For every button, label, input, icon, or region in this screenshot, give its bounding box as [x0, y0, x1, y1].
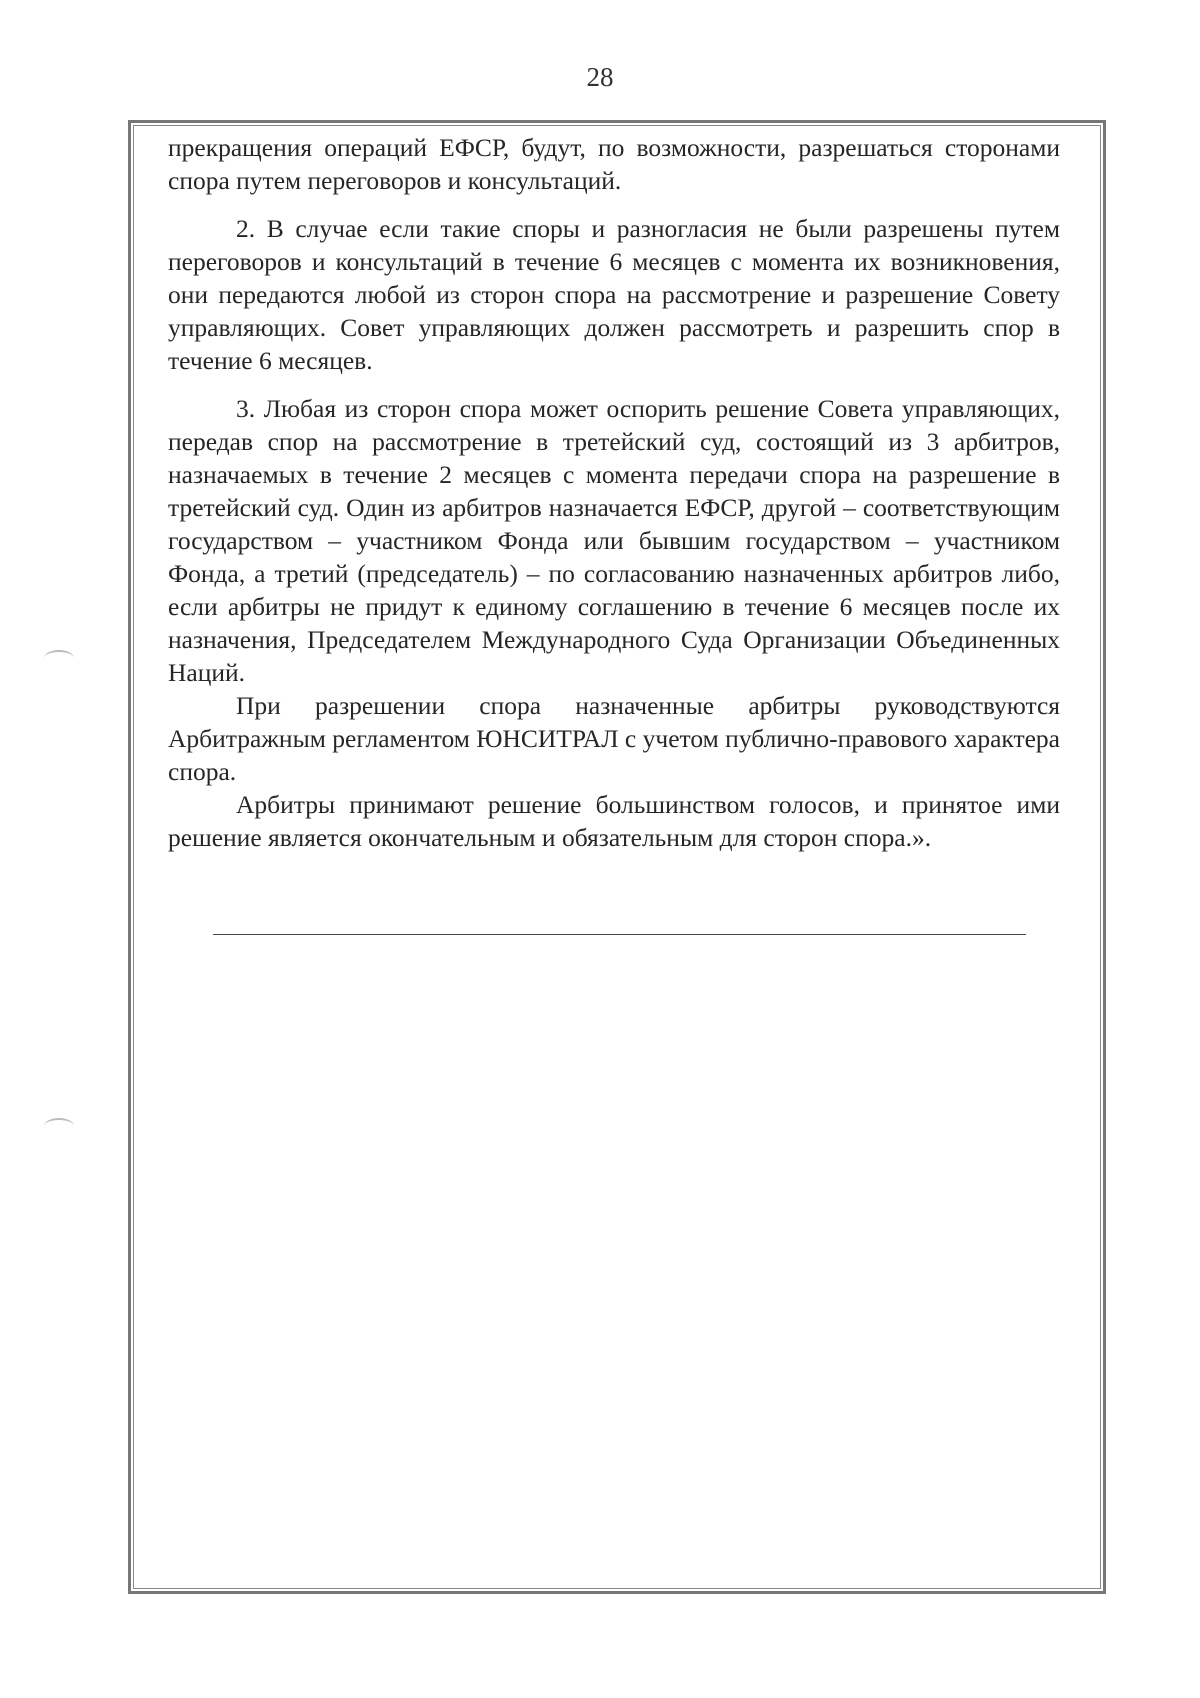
page-number: 28 — [586, 62, 614, 92]
end-of-text-rule — [213, 934, 1026, 935]
document-body — [168, 131, 1060, 854]
binder-hole-mark-bottom — [44, 1118, 74, 1134]
paragraph-item-2: 2. В случае если такие споры и разногласия не были разрешены путем переговоров и консультаций в течение 6 месяцев с момента их возникновения, они передаются любой из сторон спора на рассмотрение и разрешение Совету управляющих. Совет управляющих должен рассмотреть и разрешить спор в течение 6 месяцев. — [168, 214, 1060, 375]
paragraph-decision: Арбитры принимают решение большинством голосов, и принятое ими решение является окончательным и обязательным для сторон спора.». — [168, 790, 1060, 852]
paragraph-item-3: 3. Любая из сторон спора может оспорить решение Совета управляющих, передав спор на рассмотрение в третейский суд, состоящий из 3 арбитров, назначаемых в течение 2 месяцев с момента передачи спора на разрешение в третейский суд. Один из арбитров назначается ЕФСР, другой – соответствующим государством – участником Фонда или бывшим государством – участником Фонда, а третий (председатель) – по согласованию назначенных арбитров либо, если арбитры не придут к единому соглашению в течение 6 месяцев после их назначения, Председателем Международного Суда Организации Объединенных Наций. — [168, 394, 1060, 687]
paragraph-uncitral: При разрешении спора назначенные арбитры руководствуются Арбитражным регламентом ЮНСИТРАЛ с учетом публично-правового характера спора. — [168, 691, 1060, 786]
paragraph-continuation: прекращения операций ЕФСР, будут, по возможности, разрешаться сторонами спора путем переговоров и консультаций. — [168, 133, 1060, 195]
binder-hole-mark-top — [44, 650, 74, 666]
